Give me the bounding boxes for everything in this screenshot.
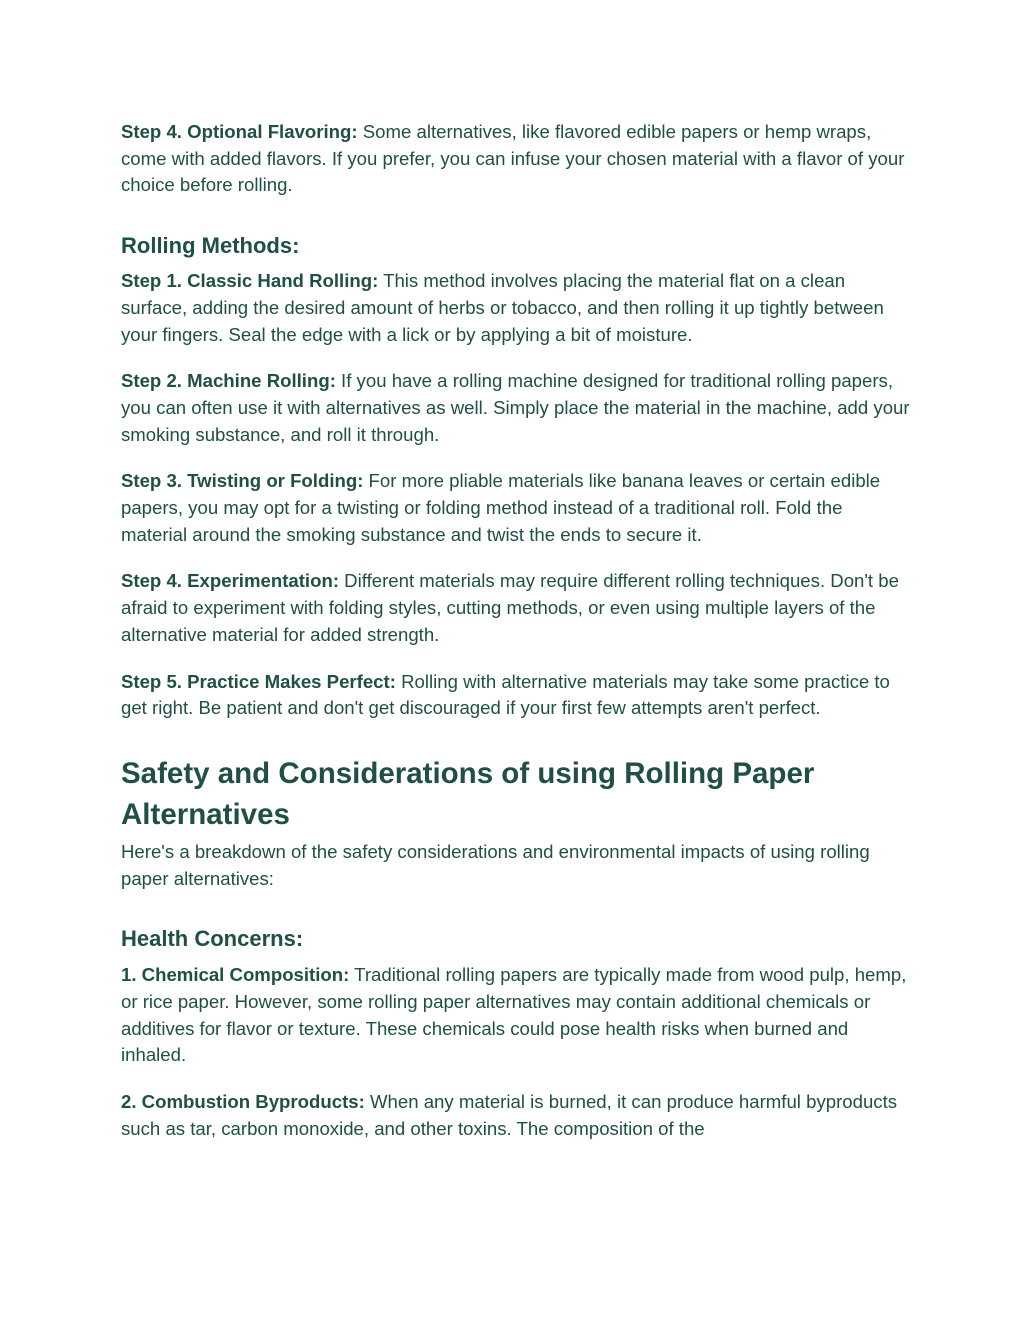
step-text: Rolling with alternative materials may take some practice to get right. Be patient and don't get discouraged if your first few attempts aren't perfect. (121, 670, 890, 719)
item-label: 1. Chemical Composition: (121, 964, 350, 986)
step-text: This method involves placing the material flat on a clean surface, adding the desired amount of herbs or tobacco, and then rolling it up tightly between your fingers. Seal the edge with a lick or by applying a bit of moisture. (121, 270, 884, 345)
step-label: Step 4. Experimentation: (121, 570, 340, 592)
document-page (121, 119, 911, 1143)
rolling-methods-heading: Rolling Methods: (121, 233, 300, 259)
step-text: If you have a rolling machine designed for traditional rolling papers, you can often use it with alternatives as well. Simply place the material in the machine, add your smoking substance, and roll it through. (121, 370, 910, 445)
step-text: For more pliable materials like banana leaves or certain edible papers, you may opt for a twisting or folding method instead of a traditional roll. Fold the material around the smoking substance and twist the ends to secure it. (121, 470, 881, 545)
rolling-step-2 (121, 368, 911, 448)
health-item-2 (121, 1089, 911, 1142)
health-item-1 (121, 962, 911, 1069)
step-label: Step 1. Classic Hand Rolling: (121, 270, 379, 292)
rolling-step-4 (121, 568, 911, 648)
item-text: When any material is burned, it can produce harmful byproducts such as tar, carbon monoxide, and other toxins. The composition of the (121, 1091, 898, 1139)
safety-intro-paragraph: Here's a breakdown of the safety considerations and environmental impacts of using rolling paper alternatives: (121, 840, 870, 889)
optional-flavoring-paragraph (121, 119, 911, 199)
step-text: Different materials may require different rolling techniques. Don't be afraid to experiment with folding styles, cutting methods, or even using multiple layers of the alternative material for added strength. (121, 570, 899, 645)
rolling-step-3 (121, 468, 911, 548)
step-label: Step 5. Practice Makes Perfect: (121, 670, 396, 692)
rolling-step-1 (121, 268, 911, 348)
step-label: Step 4. Optional Flavoring: (121, 121, 358, 142)
safety-heading: Safety and Considerations of using Rolling Paper Alternatives (121, 756, 815, 831)
item-text: Traditional rolling papers are typically made from wood pulp, hemp, or rice paper. However, some rolling paper alternatives may contain additional chemicals or additives for flavor or texture. These chemicals could pose health risks when burned and inhaled. (121, 964, 907, 1066)
rolling-step-5 (121, 669, 911, 722)
health-concerns-heading: Health Concerns: (121, 926, 304, 952)
step-text: Some alternatives, like flavored edible papers or hemp wraps, come with added flavors. If you prefer, you can infuse your chosen material with a flavor of your choice before rolling. (121, 121, 905, 196)
item-label: 2. Combustion Byproducts: (121, 1091, 365, 1113)
step-label: Step 2. Machine Rolling: (121, 370, 336, 392)
step-label: Step 3. Twisting or Folding: (121, 470, 364, 492)
